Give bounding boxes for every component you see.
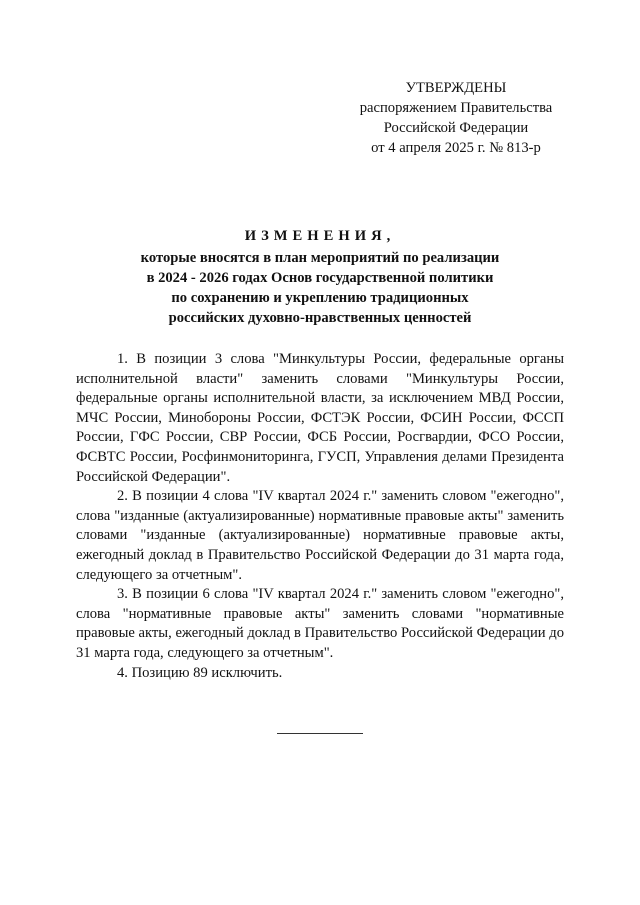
end-divider [277,733,363,734]
document-body [76,350,564,683]
paragraph-item-2: 2. В позиции 4 слова "IV квартал 2024 г." заменить словом "ежегодно", слова "изданные (актуализированные) нормативные правовые акты" заменить словами "изданные (актуализированные) нормативные правовые акты, ежегодный доклад в Правительство Российской Федерации до 31 марта года, следующего за отчетным". [76,488,564,583]
subtitle-line: в 2024 - 2026 годах Основ государственной политики [146,270,494,286]
approval-block [340,78,572,158]
paragraph-item-4: 4. Позицию 89 исключить. [117,664,283,681]
approval-line-issuer: Российской Федерации [383,120,529,136]
document-subtitle [0,248,640,328]
document-title: ИЗМЕНЕНИЯ, [244,228,396,244]
paragraph-item-1: 1. В позиции 3 слова "Минкультуры России, федеральные органы исполнительной власти" заменить словами "Минкультуры России, федеральные органы исполнительной власти, за исключением МВД России, МЧС России, Минобороны России, ФСТЭК России, ФСИН России, ФССП России, ГФС России, СВР России, ФСБ России, Росгвардии, ФСО России, ФСВТС России, Росфинмониторинга, ГУСП, Управления делами Президента Российской Федерации". [76,351,564,485]
approval-heading: УТВЕРЖДЕНЫ [405,80,507,96]
approval-line-order: распоряжением Правительства [359,100,553,116]
paragraph-item-3: 3. В позиции 6 слова "IV квартал 2024 г." заменить словом "ежегодно", слова "нормативные правовые акты" заменить словами "нормативные правовые акты, ежегодный доклад в Правительство Российской Федерации до 31 марта года, следующего за отчетным". [76,586,564,661]
subtitle-line: российских духовно-нравственных ценностей [168,310,472,326]
approval-line-date: от 4 апреля 2025 г. № 813-р [371,140,541,156]
subtitle-line: которые вносятся в план мероприятий по реализации [140,250,500,266]
subtitle-line: по сохранению и укреплению традиционных [171,290,469,306]
